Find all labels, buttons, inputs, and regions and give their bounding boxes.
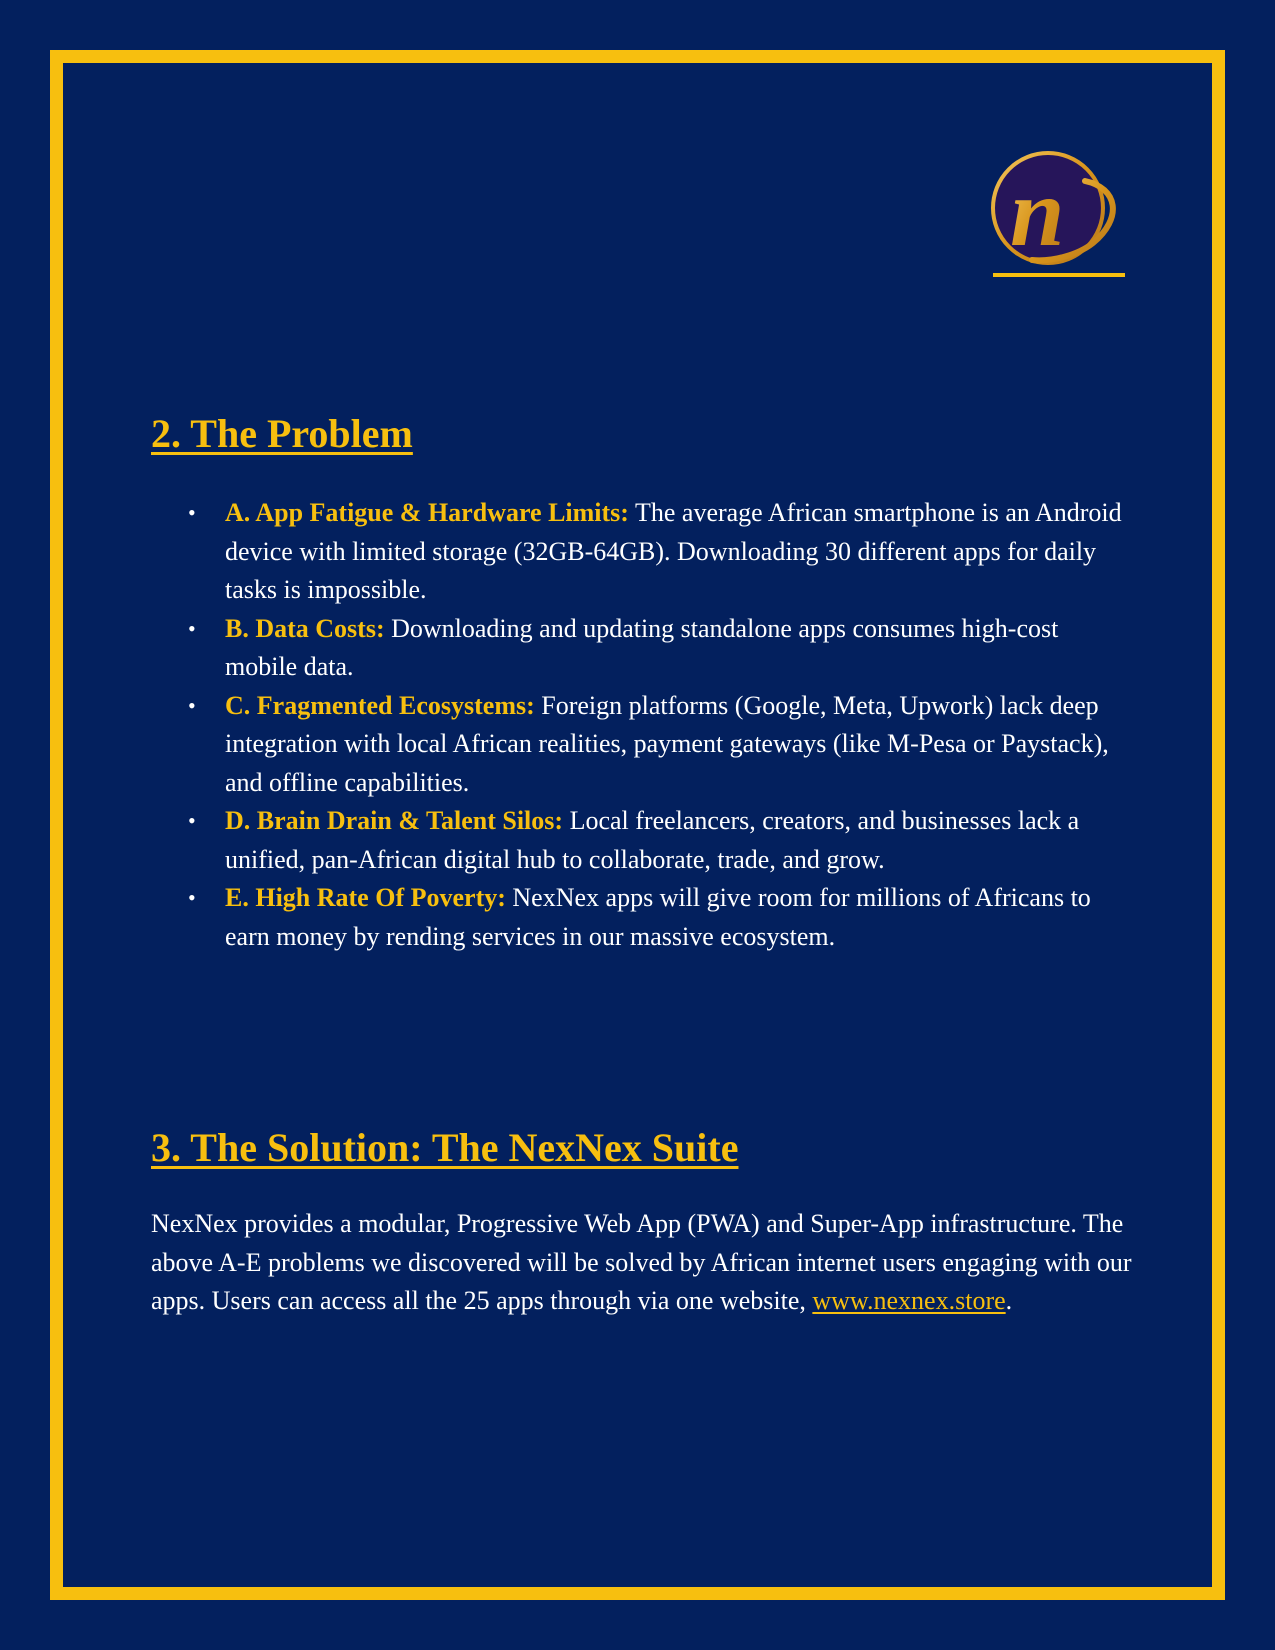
bullet-icon: • xyxy=(188,692,196,718)
bullet-icon: • xyxy=(188,885,196,910)
list-item xyxy=(188,687,1135,803)
list-item xyxy=(188,610,1135,687)
problem-heading: 2. The Problem xyxy=(151,411,413,456)
item-label: E. High Rate Of Poverty: xyxy=(225,883,506,912)
solution-paragraph xyxy=(151,1205,1135,1321)
list-item xyxy=(188,879,1135,956)
item-text: The average African smartphone is an Android device with limited storage (32GB-64GB). Downloading 30 different apps for daily tasks is impossible. xyxy=(225,498,1122,604)
item-label: D. Brain Drain & Talent Silos: xyxy=(225,806,564,835)
item-label: C. Fragmented Ecosystems: xyxy=(225,690,535,720)
solution-end: . xyxy=(1005,1286,1013,1315)
nexnex-logo-icon xyxy=(990,148,1126,282)
solution-body: NexNex provides a modular, Progressive Web App (PWA) and Super-App infrastructure. The above A-E problems we discovered will be solved by African internet users engaging with our apps. Users can access all the 25 apps through via one website, xyxy=(151,1209,1132,1315)
list-item xyxy=(188,494,1135,610)
logo-letter: n xyxy=(1010,159,1065,267)
bullet-icon: • xyxy=(188,615,196,641)
item-label: B. Data Costs: xyxy=(225,613,385,643)
bullet-icon: • xyxy=(188,808,196,833)
item-text: Foreign platforms (Google, Meta, Upwork) lack deep integration with local African realities, payment gateways (like M-Pesa or Paystack), and offline capabilities. xyxy=(225,690,1109,797)
website-link[interactable]: www.nexnex.store xyxy=(812,1286,1006,1315)
solution-heading: 3. The Solution: The NexNex Suite xyxy=(151,1125,739,1170)
nexnex-logo xyxy=(990,148,1126,282)
item-text: NexNex apps will give room for millions of Africans to earn money by rending services in our massive ecosystem. xyxy=(225,883,1091,951)
item-label: A. App Fatigue & Hardware Limits: xyxy=(225,498,629,527)
list-item xyxy=(188,802,1135,879)
bullet-icon: • xyxy=(188,500,196,525)
problem-list xyxy=(188,494,1135,956)
item-text: Local freelancers, creators, and businesses lack a unified, pan-African digital hub to collaborate, trade, and grow. xyxy=(225,806,1080,874)
item-text: Downloading and updating standalone apps consumes high-cost mobile data. xyxy=(225,613,1059,681)
